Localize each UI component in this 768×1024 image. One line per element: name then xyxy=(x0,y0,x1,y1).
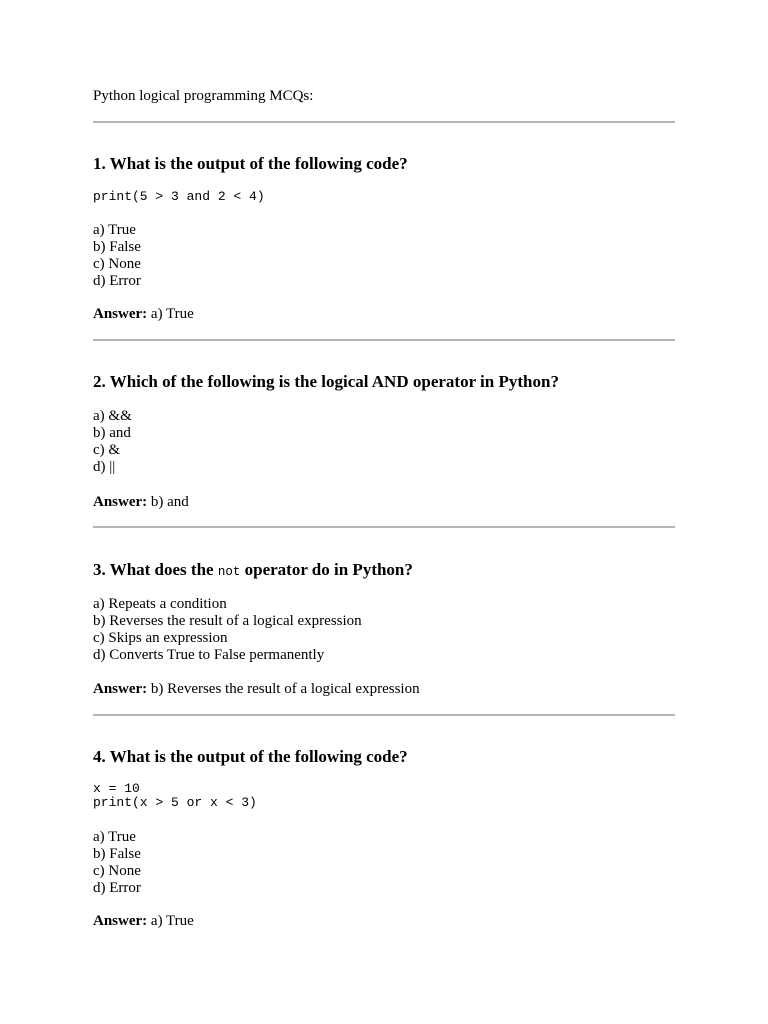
question-3-title xyxy=(93,560,413,582)
option: c) Skips an expression xyxy=(93,630,228,646)
question-1-options xyxy=(93,222,141,290)
question-4-options xyxy=(93,829,141,897)
option: c) None xyxy=(93,256,141,272)
option: d) || xyxy=(93,459,116,475)
option: a) True xyxy=(93,829,136,845)
divider xyxy=(93,121,675,123)
code-line: print(x > 5 or x < 3) xyxy=(93,795,257,810)
answer-label: Answer: xyxy=(93,681,148,697)
question-2-answer xyxy=(93,493,189,511)
question-3-answer xyxy=(93,680,420,698)
question-2-options xyxy=(93,408,132,476)
answer-label: Answer: xyxy=(93,494,148,510)
option: b) False xyxy=(93,239,141,255)
divider xyxy=(93,714,675,716)
answer-value: a) True xyxy=(150,306,194,322)
divider xyxy=(93,339,675,341)
question-4-title: 4. What is the output of the following code? xyxy=(93,747,408,766)
option: a) Repeats a condition xyxy=(93,596,227,612)
question-2-title: 2. Which of the following is the logical AND operator in Python? xyxy=(93,372,559,391)
option: b) Reverses the result of a logical expression xyxy=(93,613,362,629)
document-intro: Python logical programming MCQs: xyxy=(93,88,314,104)
option: d) Converts True to False permanently xyxy=(93,647,325,663)
title-text: 3. What does the xyxy=(93,560,214,579)
answer-value: b) Reverses the result of a logical expression xyxy=(150,681,420,697)
option: a) && xyxy=(93,408,132,424)
option: d) Error xyxy=(93,880,141,896)
question-4-code xyxy=(93,782,257,810)
option: a) True xyxy=(93,222,136,238)
answer-value: a) True xyxy=(150,913,194,929)
divider xyxy=(93,526,675,528)
code-line: x = 10 xyxy=(93,781,140,796)
inline-code: not xyxy=(217,565,241,579)
question-1-answer xyxy=(93,305,194,323)
option: c) None xyxy=(93,863,141,879)
option: c) & xyxy=(93,442,121,458)
question-3-options xyxy=(93,596,362,664)
question-4-answer xyxy=(93,912,194,930)
answer-value: b) and xyxy=(150,494,189,510)
option: b) False xyxy=(93,846,141,862)
answer-label: Answer: xyxy=(93,913,148,929)
option: d) Error xyxy=(93,273,141,289)
question-1-title: 1. What is the output of the following code? xyxy=(93,154,408,173)
option: b) and xyxy=(93,425,131,441)
question-1-code: print(5 > 3 and 2 < 4) xyxy=(93,189,265,204)
answer-label: Answer: xyxy=(93,306,148,322)
title-text: operator do in Python? xyxy=(244,560,413,579)
